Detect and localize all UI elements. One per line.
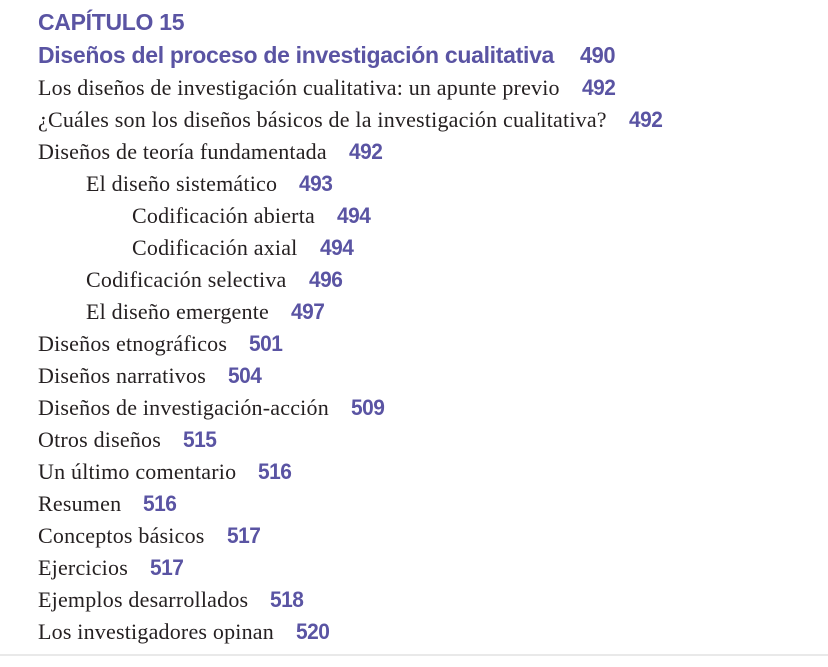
toc-entry-label: Un último comentario [38,459,237,484]
bottom-divider [0,654,828,656]
toc-entry-label: Diseños narrativos [38,363,206,388]
toc-entry-label: Diseños de investigación-acción [38,395,329,420]
toc-entry-label: Otros diseños [38,427,161,452]
toc-entry-page-number: 518 [270,587,304,612]
toc-entry-page-number: 504 [227,363,262,388]
toc-entry [38,72,828,104]
toc-entry-label: Los investigadores opinan [38,619,274,644]
toc-entry-label: Codificación selectiva [86,267,287,292]
toc-entry-label: El diseño emergente [86,299,270,324]
chapter-title-row [38,39,828,72]
toc-entry [38,264,828,296]
toc-entry [38,488,828,520]
toc-entry-label: Codificación abierta [132,203,315,228]
toc-entry-label: Los diseños de investigación cualitativa: un apunte previo [38,75,560,100]
toc-entry-page-number: 517 [149,555,184,580]
toc-entry-label: Diseños etnográficos [38,331,228,356]
toc-entry-label: Ejercicios [38,555,128,580]
toc-entry [38,584,828,616]
toc-entry [38,424,828,456]
toc-entry-label: Resumen [38,491,122,516]
toc-entry-label: Conceptos básicos [38,523,205,548]
toc-entry-label: El diseño sistemático [86,171,278,196]
toc-entry-page-number: 509 [350,395,385,420]
toc-entries [38,72,828,648]
toc-entry [38,616,828,648]
toc-entry-page-number: 494 [319,235,353,260]
toc-entry-page-number: 497 [291,299,325,324]
toc-entry-page-number: 494 [336,203,371,228]
toc-entry [38,200,828,232]
toc-entry [38,328,828,360]
toc-entry [38,136,828,168]
toc-entry [38,520,828,552]
toc-entry-page-number: 492 [348,139,383,164]
toc-entry-label: Diseños de teoría fundamentada [38,139,327,164]
toc-entry-label: ¿Cuáles son los diseños básicos de la investigación cualitativa? [38,107,607,132]
chapter-page-number: 490 [580,42,616,68]
toc-entry-page-number: 516 [143,491,177,516]
toc-entry-page-number: 493 [299,171,333,196]
toc-entry [38,232,828,264]
toc-entry-page-number: 520 [295,619,330,644]
toc-entry [38,360,828,392]
toc-entry-page-number: 515 [183,427,217,452]
toc-entry [38,296,828,328]
toc-entry [38,552,828,584]
toc-entry [38,392,828,424]
toc-entry-page-number: 517 [226,523,261,548]
toc-entry-page-number: 501 [249,331,283,356]
toc-entry-label: Ejemplos desarrollados [38,587,249,612]
toc-entry-page-number: 492 [581,75,616,100]
toc-entry-page-number: 492 [628,107,663,132]
toc-entry [38,456,828,488]
toc-entry-page-number: 496 [308,267,342,292]
toc-entry-page-number: 516 [258,459,292,484]
toc-entry-label: Codificación axial [132,235,298,260]
chapter-title: Diseños del proceso de investigación cualitativa [38,42,555,68]
toc-entry [38,104,828,136]
chapter-heading: CAPÍTULO 15 [38,9,185,35]
toc-entry [38,168,828,200]
